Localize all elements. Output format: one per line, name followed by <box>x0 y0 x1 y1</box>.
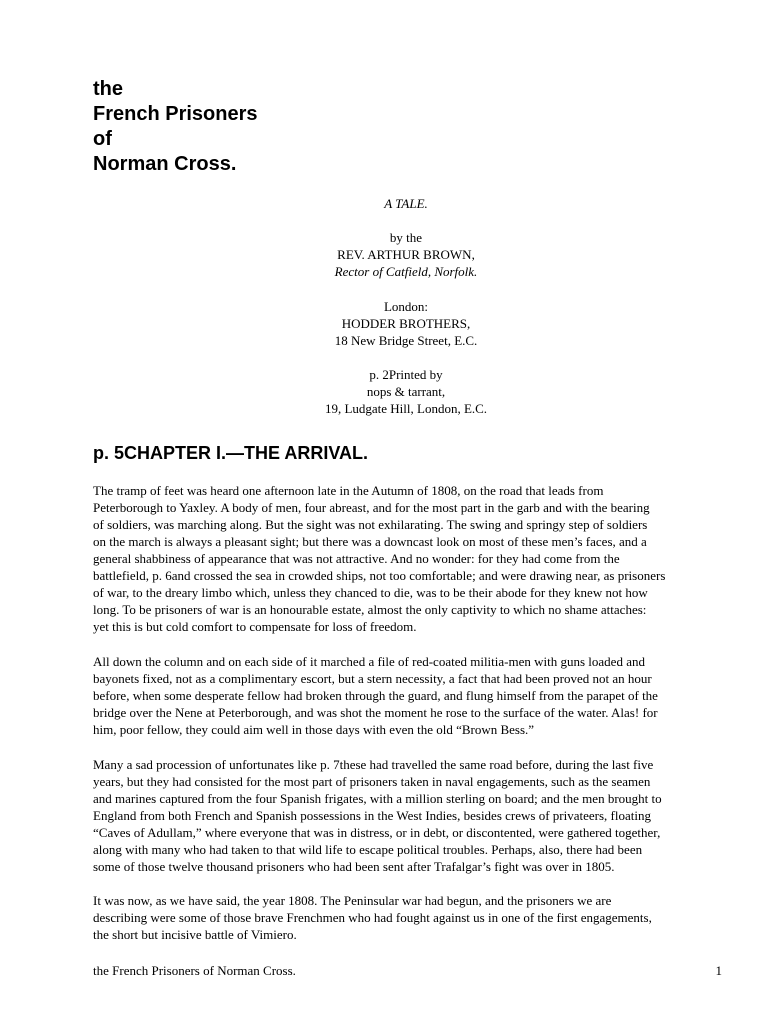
author-block <box>0 229 768 280</box>
chapter-heading: p. 5CHAPTER I.—THE ARRIVAL. <box>93 443 369 463</box>
paragraph-line: describing were some of those brave Frenchmen who had fought against us in one of the first engagements, <box>93 910 652 925</box>
paragraph-line: Many a sad procession of unfortunates like p. 7these had travelled the same road before, during the last five <box>93 757 654 772</box>
paragraph-line: general shabbiness of appearance that was not attractive. And no wonder: for they had come from the <box>93 551 620 566</box>
paragraph-line: bayonets fixed, not as a complimentary escort, but a stern necessity, a fact that had been proved not an hour <box>93 671 652 686</box>
paragraph <box>93 756 733 875</box>
page-number: 1 <box>715 963 722 978</box>
printer-line: 19, Ludgate Hill, London, E.C. <box>324 401 488 416</box>
paragraph-line: yet this is but cold comfort to compensate for loss of freedom. <box>93 619 417 634</box>
book-title <box>93 77 258 177</box>
paragraph-line: bridge over the Nene at Peterborough, and was shot the moment he rose to the surface of the water. Alas! for <box>93 705 658 720</box>
paragraph-line: before, when some desperate fellow had broken through the guard, and flung himself from the parapet of the <box>93 688 658 703</box>
title-line: of <box>93 128 112 150</box>
paragraph-line: All down the column and on each side of it marched a file of red-coated militia-men with guns loaded and <box>93 654 645 669</box>
paragraph-line: England from both French and Spanish possessions in the West Indies, besides crews of privateers, floating <box>93 808 651 823</box>
footer-title: the French Prisoners of Norman Cross. <box>93 963 296 978</box>
paragraph <box>93 482 733 635</box>
paragraph-line: years, but they had consisted for the most part of prisoners taken in naval engagements, such as the seamen <box>93 774 651 789</box>
publisher-city: London: <box>383 299 429 314</box>
title-line: French Prisoners <box>93 103 258 125</box>
author-position: Rector of Catfield, Norfolk. <box>334 264 478 279</box>
paragraph-line: of soldiers, was marching along. But the sight was not exhilarating. The swing and springy step of soldiers <box>93 517 648 532</box>
author-name: REV. ARTHUR BROWN, <box>337 247 475 262</box>
paragraph-line: on the march is always a pleasant sight; but there was a downcast look on most of these men’s faces, and a <box>93 534 647 549</box>
paragraph-line: along with many who had taken to that wild life to escape political troubles. Perhaps, also, there had been <box>93 842 643 857</box>
paragraph-line: the short but incisive battle of Vimiero. <box>93 927 297 942</box>
title-line: the <box>93 78 123 100</box>
paragraph-line: him, poor fellow, they could aim well in those days with even the old “Brown Bess.” <box>93 722 535 737</box>
title-line: Norman Cross. <box>93 153 237 175</box>
paragraph-line: The tramp of feet was heard one afternoon late in the Autumn of 1808, on the road that leads from <box>93 483 604 498</box>
printer-line: nops & tarrant, <box>366 384 446 399</box>
publisher-address: 18 New Bridge Street, E.C. <box>334 333 478 348</box>
subtitle: A TALE. <box>384 196 428 211</box>
subtitle-block <box>0 195 768 212</box>
publisher-block <box>0 298 768 349</box>
paragraph-line: Peterborough to Yaxley. A body of men, four abreast, and for the most part in the garb and with the bearing <box>93 500 650 515</box>
publisher-name: HODDER BROTHERS, <box>341 316 471 331</box>
paragraph <box>93 892 733 943</box>
paragraph-line: long. To be prisoners of war is an honourable estate, almost the only captivity to which no shame attaches: <box>93 602 647 617</box>
author-by: by the <box>389 230 423 245</box>
printer-block <box>0 366 768 417</box>
paragraph-line: battlefield, p. 6and crossed the sea in crowded ships, not too comfortable; and were drawing near, as prisoners <box>93 568 666 583</box>
paragraph <box>93 653 733 738</box>
printer-line: p. 2Printed by <box>369 367 443 382</box>
paragraph-line: of war, to the dreary limbo which, unless they chanced to die, was to be their abode for they knew not how <box>93 585 648 600</box>
paragraph-line: some of those twelve thousand prisoners who had been sent after Trafalgar’s fight was over in 1805. <box>93 859 615 874</box>
paragraph-line: “Caves of Adullam,” where everyone that was in distress, or in debt, or discontented, were gathered together, <box>93 825 661 840</box>
paragraph-line: and marines captured from the four Spanish frigates, with a million sterling on board; and the men brought to <box>93 791 662 806</box>
paragraph-line: It was now, as we have said, the year 1808. The Peninsular war had begun, and the prisoners we are <box>93 893 612 908</box>
